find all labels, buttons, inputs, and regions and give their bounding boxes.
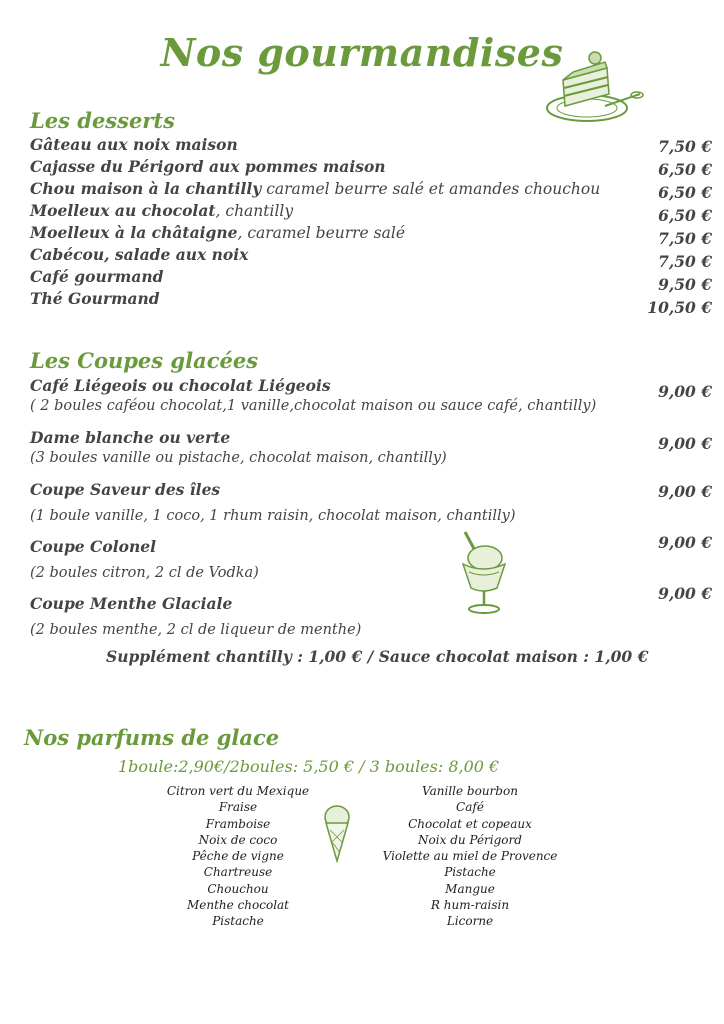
dessert-name: Cabécou, salade aux noix [30, 245, 249, 264]
flavor-item: Fraise [218, 800, 258, 815]
dessert-detail: caramel beurre salé et amandes chouchou [261, 180, 601, 198]
supplement-text: Supplément chantilly : 1,00 € / Sauce chocolat maison : 1,00 € [106, 647, 649, 666]
coupe-title: Coupe Colonel [30, 537, 156, 556]
coupe-price: 9,00 € [658, 382, 712, 401]
ice-cream-cone-icon [322, 803, 352, 863]
flavor-item: Citron vert du Mexique [166, 784, 310, 798]
dessert-item [30, 223, 405, 242]
dessert-price: 9,50 € [658, 275, 712, 294]
flavor-item: R hum-raisin [430, 898, 510, 913]
coupe-detail: (2 boules menthe, 2 cl de liqueur de menthe) [30, 622, 362, 638]
flavor-item: Pistache [444, 865, 496, 880]
coupe-name [30, 480, 220, 499]
dessert-detail: , chantilly [215, 202, 294, 220]
dessert-name: Café gourmand [30, 267, 164, 286]
dessert-price: 10,50 € [647, 298, 712, 317]
flavor-item: Framboise [205, 816, 271, 831]
dessert-item [30, 201, 293, 220]
flavor-item: Pêche de vigne [192, 849, 284, 864]
flavor-item: Menthe chocolat [186, 898, 290, 913]
coupe-price: 9,00 € [658, 584, 712, 603]
coupe-name [30, 594, 232, 613]
dessert-price: 7,50 € [658, 252, 712, 271]
flavor-item: Licorne [446, 914, 494, 929]
coupe-title: Coupe Menthe Glaciale [30, 594, 233, 613]
flavor-item: Chocolat et copeaux [408, 816, 532, 831]
page-title: Nos gourmandises [160, 30, 564, 75]
flavor-item: Vanille bourbon [422, 784, 518, 798]
flavor-item: Noix du Périgord [418, 832, 522, 847]
flavor-item: Mangue [445, 881, 495, 896]
coupe-title: Dame blanche ou verte [30, 428, 231, 447]
dessert-name: Cajasse du Périgord aux pommes maison [30, 157, 386, 176]
flavor-item: Chouchou [207, 881, 269, 896]
dessert-name: Thé Gourmand [30, 289, 160, 308]
dessert-price: 6,50 € [658, 160, 712, 179]
flavor-list-right [368, 783, 572, 930]
dessert-item [30, 179, 600, 198]
dessert-price: 6,50 € [658, 206, 712, 225]
dessert-price: 7,50 € [658, 137, 712, 156]
flavor-item: Violette au miel de Provence [382, 849, 558, 864]
dessert-name: Moelleux au chocolat [30, 201, 216, 220]
parfums-pricing: 1boule:2,90€/2boules: 5,50 € / 3 boules: 8,00 € [118, 757, 500, 776]
coupe-detail: ( 2 boules caféou chocolat,1 vanille,chocolat maison ou sauce café, chantilly) [30, 398, 597, 414]
dessert-name: Moelleux à la châtaigne [30, 223, 238, 242]
dessert-price: 6,50 € [658, 183, 712, 202]
coupe-name [30, 428, 230, 447]
flavor-item: Chartreuse [203, 865, 273, 880]
flavor-item: Pistache [212, 914, 264, 929]
coupe-price: 9,00 € [658, 533, 712, 552]
cake-slice-icon [545, 50, 645, 128]
coupe-title: Café Liégeois ou chocolat Liégeois [30, 376, 331, 395]
dessert-item [30, 267, 163, 286]
coupe-price: 9,00 € [658, 482, 712, 501]
section-heading-coupes: Les Coupes glacées [30, 348, 259, 373]
dessert-detail: , caramel beurre salé [237, 224, 405, 242]
coupe-name [30, 376, 331, 395]
coupe-price: 9,00 € [658, 434, 712, 453]
coupe-name [30, 537, 156, 556]
dessert-price: 7,50 € [658, 229, 712, 248]
section-heading-desserts: Les desserts [30, 108, 175, 133]
flavor-item: Café [456, 800, 484, 815]
section-heading-parfums: Nos parfums de glace [24, 725, 280, 750]
flavor-list-left [148, 783, 328, 930]
supplement-line [106, 647, 648, 666]
dessert-item [30, 245, 248, 264]
coupe-detail: (1 boule vanille, 1 coco, 1 rhum raisin, chocolat maison, chantilly) [30, 508, 516, 524]
coupe-detail: (3 boules vanille ou pistache, chocolat maison, chantilly) [30, 450, 447, 466]
dessert-name: Gâteau aux noix maison [30, 135, 238, 154]
coupe-title: Coupe Saveur des îles [30, 480, 221, 499]
dessert-item [30, 135, 238, 154]
flavor-item: Noix de coco [198, 832, 278, 847]
ice-cream-sundae-icon [455, 530, 510, 616]
dessert-item [30, 157, 386, 176]
coupe-detail: (2 boules citron, 2 cl de Vodka) [30, 565, 259, 581]
dessert-item [30, 289, 160, 308]
dessert-name: Chou maison à la chantilly [30, 179, 262, 198]
